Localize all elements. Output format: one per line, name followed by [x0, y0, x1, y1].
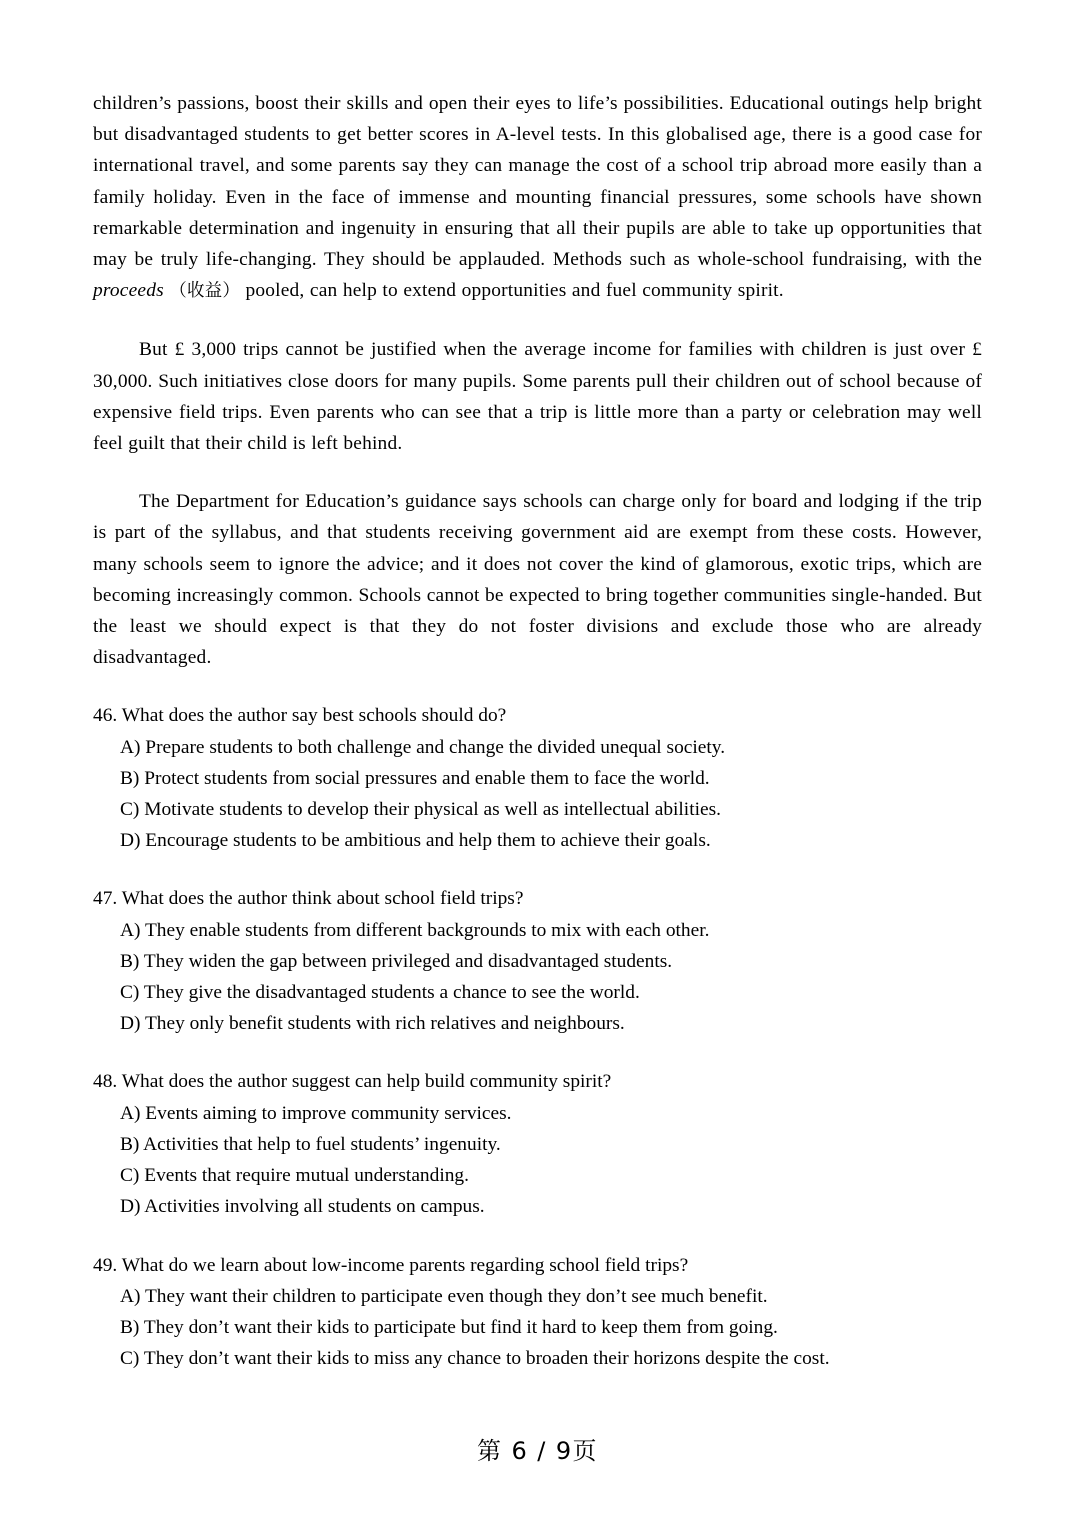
question-block: [93, 1066, 982, 1222]
question-option[interactable]: B) Activities that help to fuel students’ ingenuity.: [120, 1133, 501, 1155]
question-option[interactable]: C) They give the disadvantaged students a chance to see the world.: [120, 982, 640, 1004]
question-option[interactable]: C) Events that require mutual understanding.: [120, 1165, 469, 1187]
reading-passage: [93, 88, 982, 673]
question-option[interactable]: A) Events aiming to improve community services.: [120, 1102, 512, 1124]
question-gap: [93, 856, 982, 883]
question-stem: 49. What do we learn about low-income parents regarding school field trips?: [93, 1254, 689, 1276]
question-stem: 46. What does the author say best schools should do?: [93, 705, 507, 727]
question-option[interactable]: B) They don’t want their kids to participate but find it hard to keep them from going.: [120, 1316, 778, 1338]
passage-paragraph: [93, 334, 982, 459]
page-number-label: 第 6 / 9页: [476, 1437, 599, 1465]
questions-list: [93, 673, 982, 1374]
question-gap: [93, 1223, 982, 1250]
question-block: [93, 1250, 982, 1375]
page-content: [93, 88, 982, 1374]
question-option[interactable]: B) They widen the gap between privileged and disadvantaged students.: [120, 950, 673, 972]
question-option[interactable]: A) Prepare students to both challenge and change the divided unequal society.: [120, 736, 726, 758]
question-option[interactable]: B) Protect students from social pressures and enable them to face the world.: [120, 767, 710, 789]
question-gap: [93, 1039, 982, 1066]
glossed-term: proceeds: [93, 280, 164, 302]
passage-paragraph: [93, 88, 982, 307]
passage-text: The Department for Education’s guidance says schools can charge only for board and lodging if the trip is part of the syllabus, and that students receiving government aid are exempt from these costs. However, many schools seem to ignore the advice; and it does not cover the kind of glamorous, exotic trips, which are becoming increasingly common. Schools cannot be expected to bring together communities single-handed. But the least we should expect is that they do not foster divisions and exclude those who are already disadvantaged.: [93, 491, 982, 669]
question-option[interactable]: C) They don’t want their kids to miss any chance to broaden their horizons despite the cost.: [120, 1348, 830, 1370]
question-block: [93, 700, 982, 856]
question-stem: 47. What does the author think about school field trips?: [93, 888, 524, 910]
question-option[interactable]: C) Motivate students to develop their physical as well as intellectual abilities.: [120, 799, 721, 821]
passage-text: But £ 3,000 trips cannot be justified when the average income for families with children is just over £ 30,000. Such initiatives close doors for many pupils. Some parents pull their children out of school because of expensive field trips. Even parents who can see that a trip is little more than a party or celebration may well feel guilt that their child is left behind.: [93, 339, 982, 455]
question-option[interactable]: D) Activities involving all students on campus.: [120, 1196, 485, 1218]
question-option[interactable]: A) They enable students from different backgrounds to mix with each other.: [120, 919, 710, 941]
question-option[interactable]: D) Encourage students to be ambitious and help them to achieve their goals.: [120, 830, 711, 852]
passage-text: children’s passions, boost their skills and open their eyes to life’s possibilities. Educational outings help bright but disadvantaged students to get better scores in A-level tests. In this globalised age, there is a good case for international travel, and some parents say they can manage the cost of a school trip abroad more easily than a family holiday. Even in the face of immense and mounting financial pressures, some schools have shown remarkable determination and ingenuity in ensuring that all their pupils are able to take up opportunities that may be truly life-changing. They should be applauded. Methods such as whole-school fundraising, with the: [93, 93, 982, 271]
question-block: [93, 883, 982, 1039]
question-option[interactable]: A) They want their children to participate even though they don’t see much benefit.: [120, 1285, 768, 1307]
question-gap: [93, 673, 982, 700]
page-footer: [0, 1436, 1075, 1466]
paragraph-gap: [93, 307, 982, 334]
passage-paragraph: [93, 486, 982, 673]
question-stem: 48. What does the author suggest can help build community spirit?: [93, 1071, 612, 1093]
paragraph-gap: [93, 459, 982, 486]
question-option[interactable]: D) They only benefit students with rich relatives and neighbours.: [120, 1013, 625, 1035]
passage-text: pooled, can help to extend opportunities and fuel community spirit.: [240, 280, 784, 302]
chinese-gloss: （收益）: [169, 281, 241, 302]
